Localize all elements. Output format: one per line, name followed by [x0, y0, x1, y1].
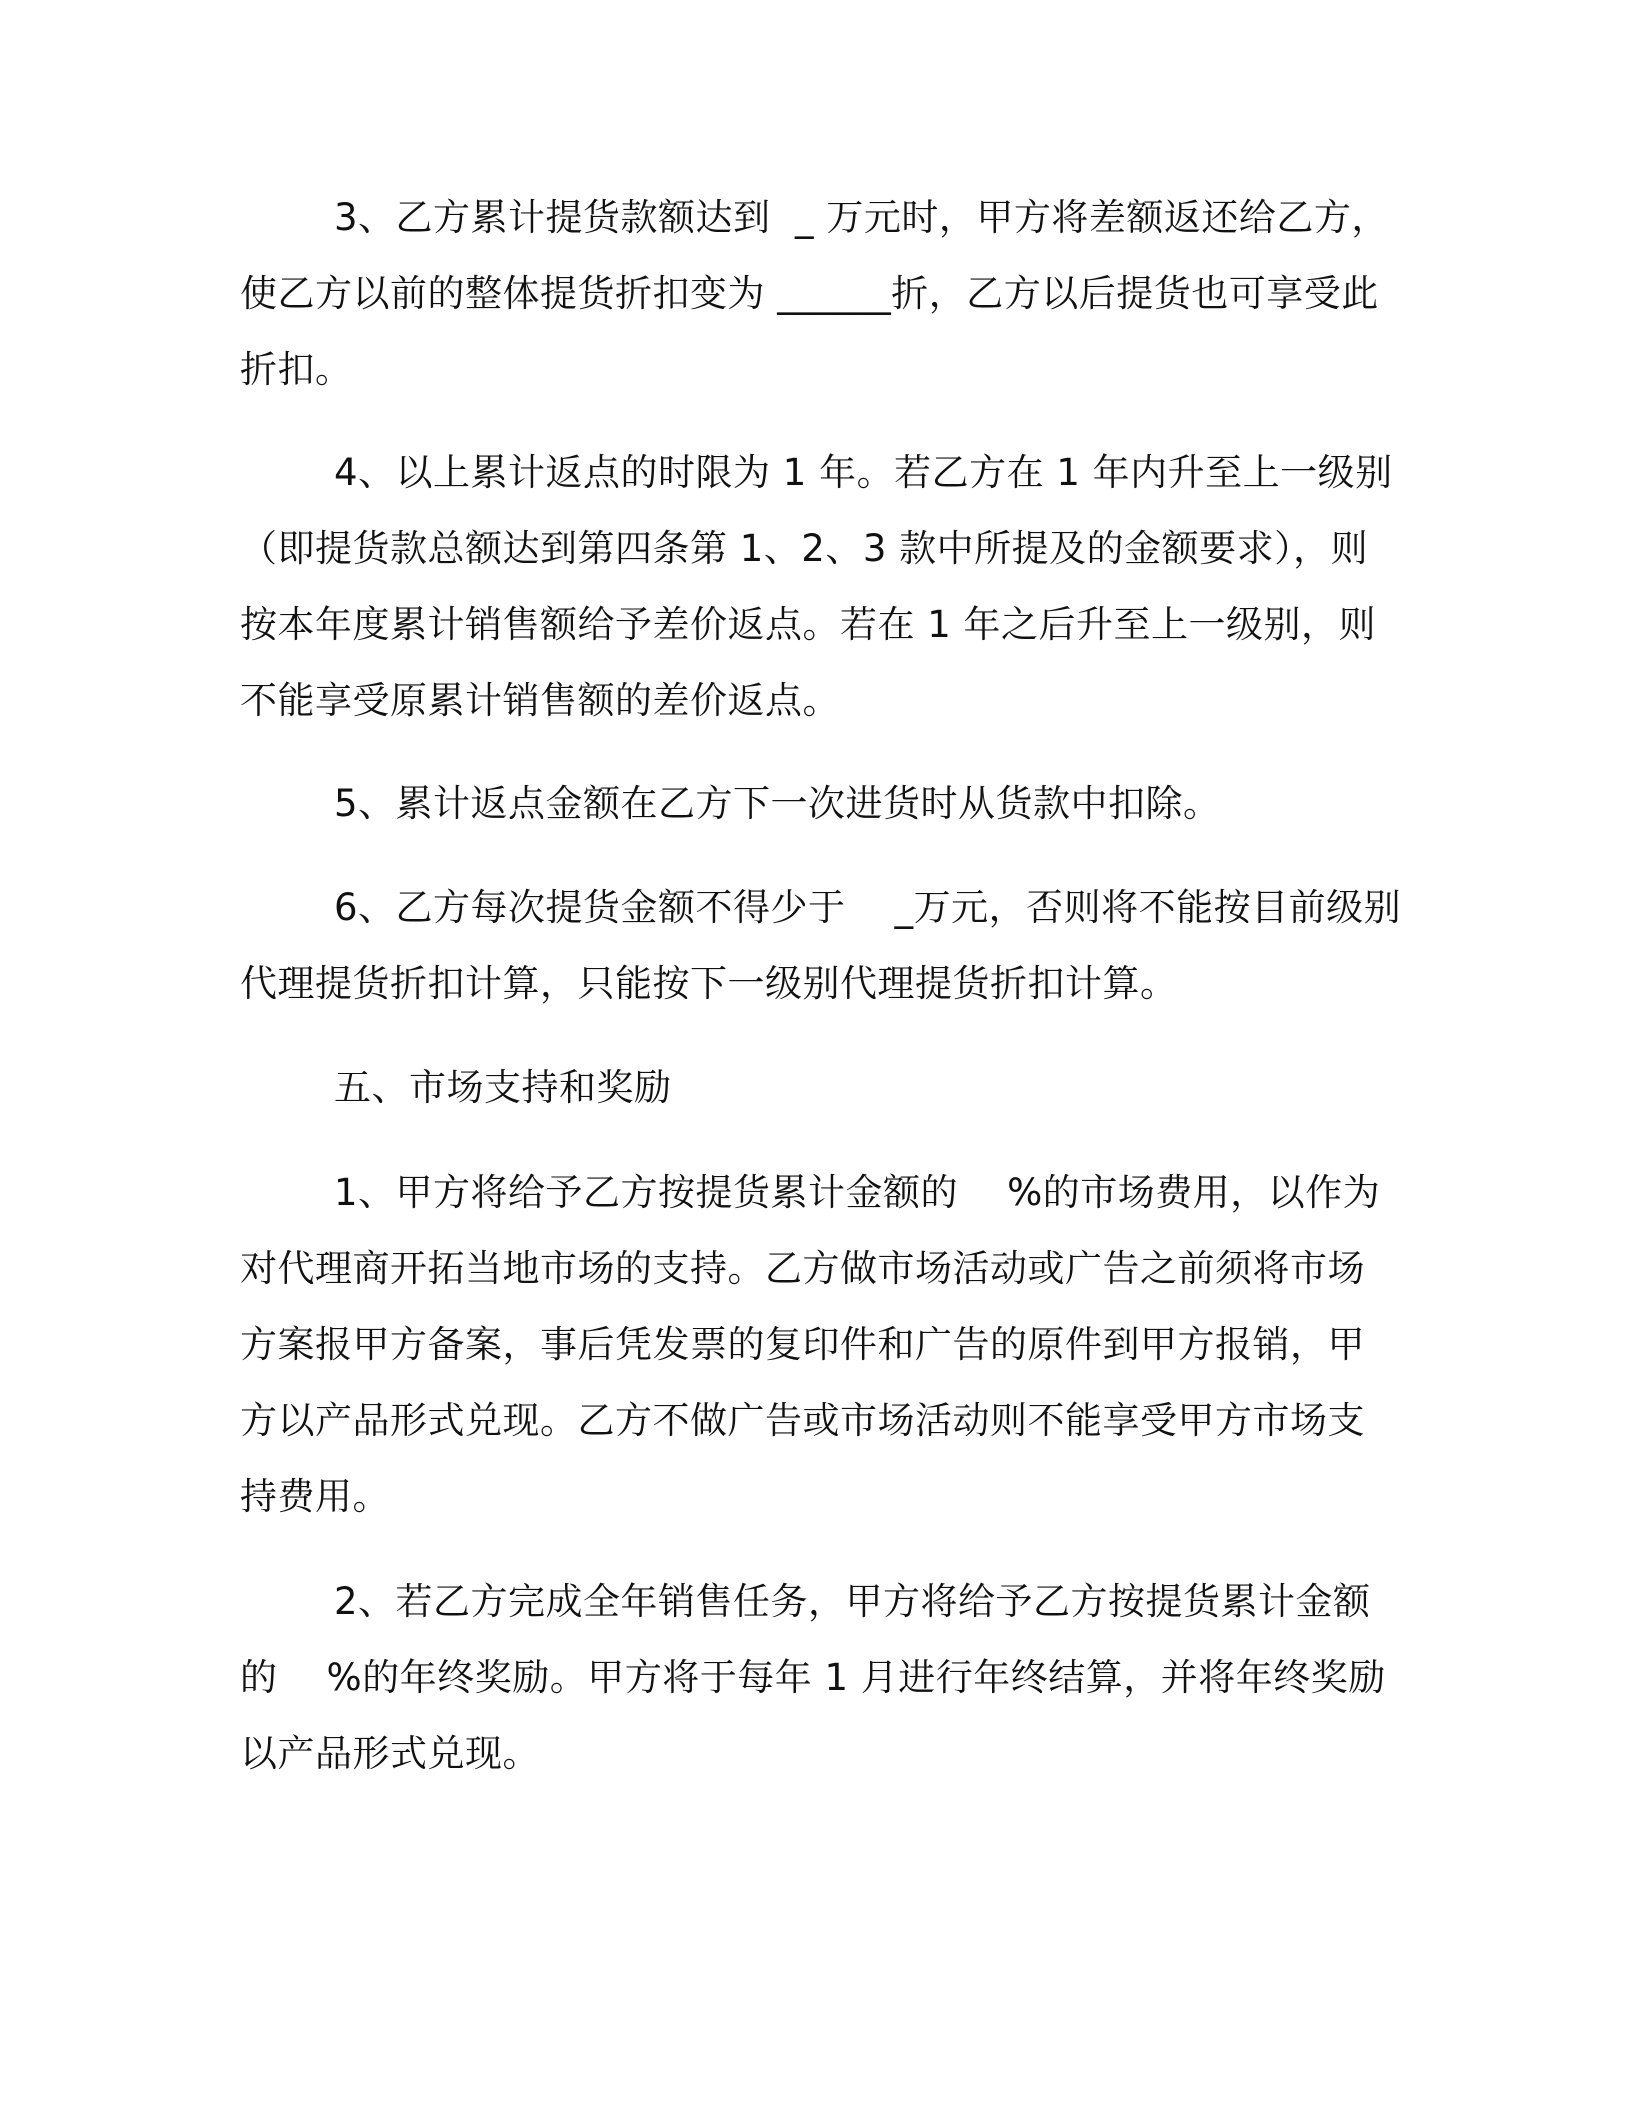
clause-4-line-4: 不能享受原累计销售额的差价返点。	[240, 679, 840, 722]
clause-4-line-2: （即提货款总额达到第四条第 1、2、3 款中所提及的金额要求），则	[240, 527, 1369, 570]
clause-3-line-2: 使乙方以前的整体提货折扣变为 ______折，乙方以后提货也可享受此	[240, 272, 1379, 315]
section-heading: 五、市场支持和奖励	[334, 1066, 672, 1109]
support-1-line-5: 持费用。	[240, 1475, 390, 1518]
clause-6-line-2: 代理提货折扣计算，只能按下一级别代理提货折扣计算。	[240, 962, 1178, 1005]
clause-5-line-1: 5、累计返点金额在乙方下一次进货时从货款中扣除。	[334, 782, 1221, 825]
clause-4-line-3: 按本年度累计销售额给予差价返点。若在 1 年之后升至上一级别，则	[240, 603, 1377, 646]
clause-4-line-1: 4、以上累计返点的时限为 1 年。若乙方在 1 年内升至上一级别	[334, 451, 1393, 494]
clause-6-line-1: 6、乙方每次提货金额不得少于 _万元，否则将不能按目前级别	[334, 886, 1402, 929]
support-1-line-2: 对代理商开拓当地市场的支持。乙方做市场活动或广告之前须将市场	[240, 1247, 1365, 1290]
support-1-line-4: 方以产品形式兑现。乙方不做广告或市场活动则不能享受甲方市场支	[240, 1399, 1365, 1442]
clause-3-line-1: 3、乙方累计提货款额达到 _ 万元时，甲方将差额返还给乙方，	[334, 196, 1389, 239]
support-2-line-1: 2、若乙方完成全年销售任务，甲方将给予乙方按提货累计金额	[334, 1580, 1371, 1623]
support-2-line-3: 以产品形式兑现。	[240, 1732, 540, 1775]
support-2-line-2: 的 %的年终奖励。甲方将于每年 1 月进行年终结算，并将年终奖励	[240, 1656, 1386, 1699]
clause-3-line-3: 折扣。	[240, 348, 353, 391]
support-1-line-1: 1、甲方将给予乙方按提货累计金额的 %的市场费用，以作为	[334, 1171, 1381, 1214]
support-1-line-3: 方案报甲方备案，事后凭发票的复印件和广告的原件到甲方报销，甲	[240, 1323, 1365, 1366]
